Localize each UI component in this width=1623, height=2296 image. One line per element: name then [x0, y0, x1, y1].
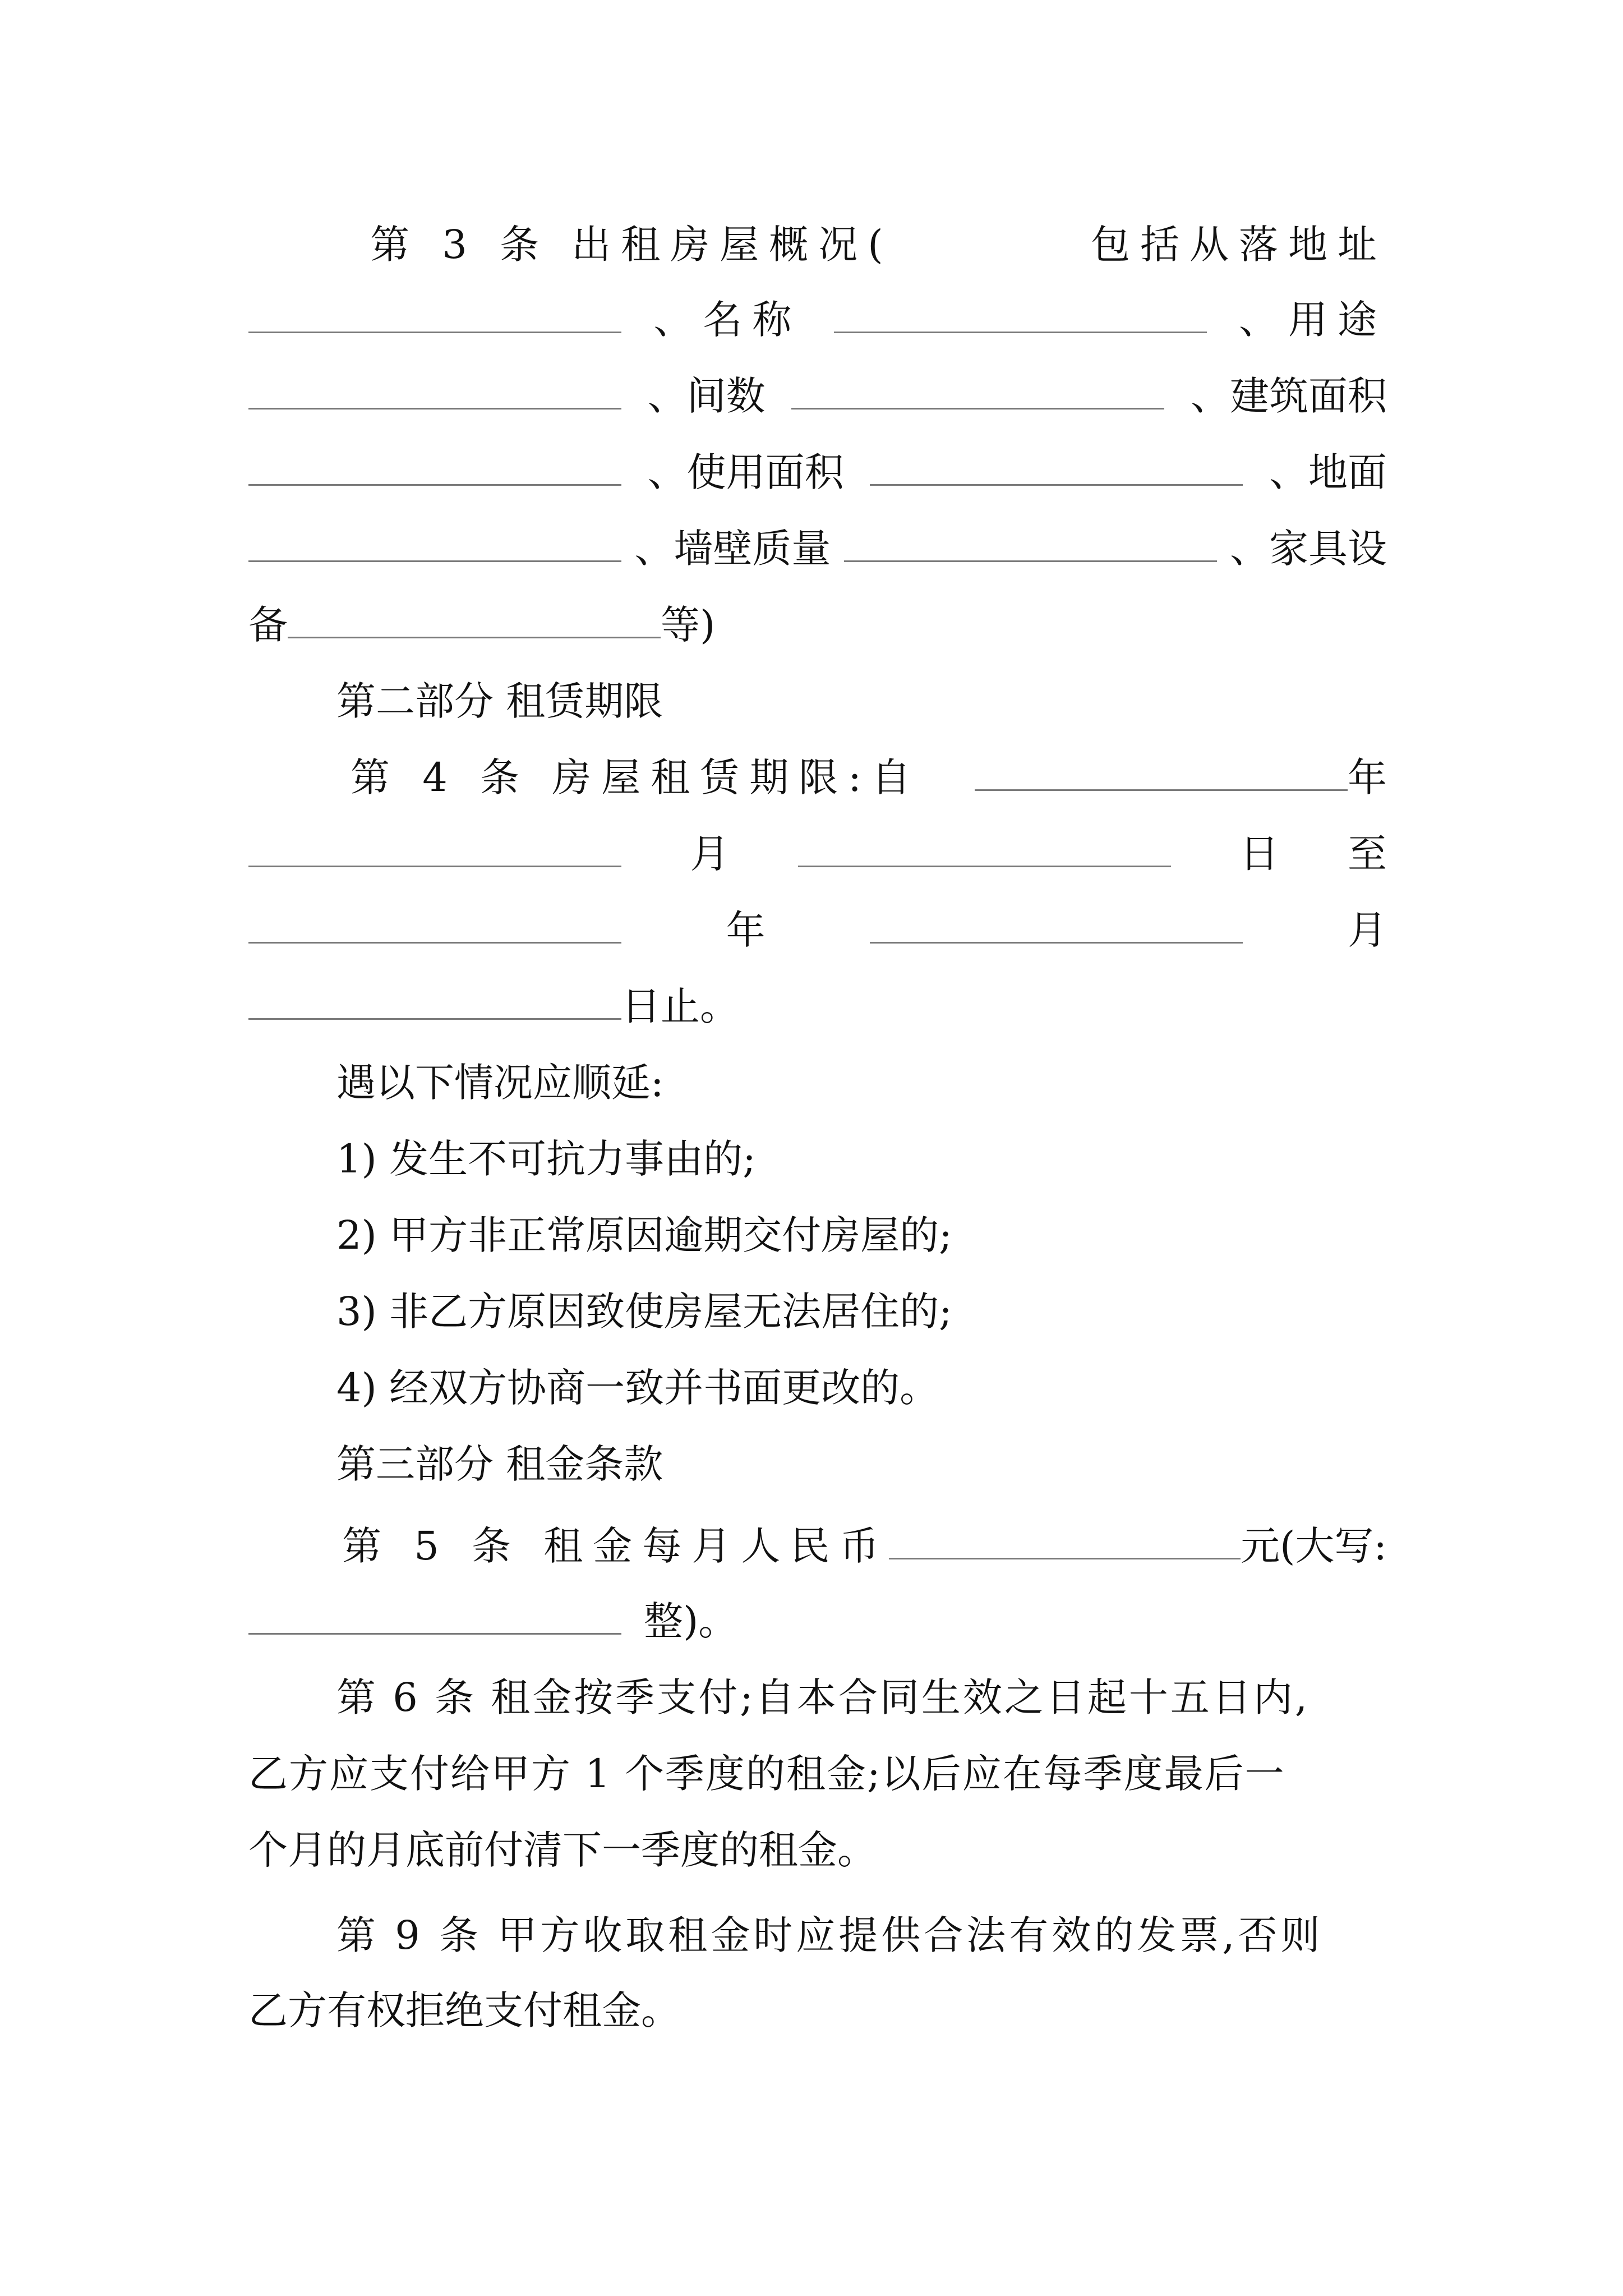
- blank-field: [248, 297, 621, 333]
- blank-field: [798, 831, 1171, 867]
- art4-line-3: [248, 902, 1387, 958]
- art9-line: 第 9 条 甲方收取租金时应提供合法有效的发票,否则: [336, 1912, 1324, 1958]
- art5-line-2: [248, 1593, 1387, 1649]
- blank-field: [248, 831, 621, 867]
- art4-day-1: 日: [1239, 831, 1279, 877]
- art5-capital: 元(大写:: [1241, 1523, 1387, 1569]
- extend-item: 1) 发生不可抗力事由的;: [336, 1136, 756, 1182]
- art3-text-building-area: 、建筑面积: [1190, 373, 1387, 419]
- art3-text-furniture: 、家具设: [1229, 526, 1387, 572]
- art4-line-2: [248, 826, 1387, 882]
- extend-intro: 遇以下情况应顺延:: [336, 1060, 664, 1106]
- art3-text-equipment: 备: [248, 602, 288, 648]
- art4-month-1: 月: [690, 831, 730, 877]
- blank-field: [248, 1598, 621, 1635]
- blank-field: [248, 983, 621, 1020]
- art3-heading: 第 3 条 出租房屋概况(: [370, 222, 893, 268]
- art5-end: 整)。: [644, 1598, 738, 1644]
- art4-year-2: 年: [726, 907, 766, 953]
- art3-line-5: [248, 521, 1387, 577]
- blank-field: [889, 1523, 1241, 1559]
- art3-text-usage: 、用途: [1238, 297, 1387, 343]
- blank-field: [975, 754, 1348, 791]
- art4-month-2: 月: [1347, 907, 1387, 953]
- blank-field: [791, 373, 1164, 409]
- art6-line: 个月的月底前付清下一季度的租金。: [248, 1827, 877, 1873]
- blank-field: [870, 907, 1243, 944]
- blank-field: [248, 907, 621, 944]
- art3-line-1: [370, 217, 1387, 273]
- art5-heading: 第 5 条 租金每月人民币: [342, 1523, 889, 1569]
- art6-line: 乙方应支付给甲方 1 个季度的租金;以后应在每季度最后一: [248, 1751, 1285, 1797]
- art3-line-4: [248, 444, 1387, 500]
- art3-line-2: [248, 292, 1387, 348]
- art4-end: 日止。: [621, 983, 739, 1029]
- art4-line-1: [351, 749, 1387, 806]
- art3-text-address: 包括从落地址: [1091, 222, 1387, 268]
- art3-text-floor: 、地面: [1269, 449, 1387, 495]
- art3-text-etc: 等): [661, 602, 716, 648]
- art4-line-4: [248, 978, 1387, 1034]
- extend-item: 3) 非乙方原因致使房屋无法居住的;: [336, 1289, 952, 1335]
- extend-item: 2) 甲方非正常原因逾期交付房屋的;: [336, 1212, 952, 1258]
- art4-heading: 第 4 条 房屋租赁期限:自: [351, 754, 921, 800]
- blank-field: [834, 297, 1207, 333]
- part3-heading: 第三部分 租金条款: [336, 1441, 663, 1487]
- art3-line-3: [248, 368, 1387, 424]
- art5-line-1: [342, 1518, 1387, 1574]
- blank-field: [248, 526, 621, 562]
- art3-text-wall: 、墙壁质量: [634, 526, 831, 572]
- art3-text-rooms: 、间数: [647, 373, 766, 419]
- blank-field: [844, 526, 1217, 562]
- blank-field: [288, 602, 661, 638]
- art6-line: 第 6 条 租金按季支付;自本合同生效之日起十五日内,: [336, 1674, 1310, 1720]
- art4-year-1: 年: [1348, 754, 1387, 800]
- art9-line: 乙方有权拒绝支付租金。: [248, 1987, 680, 2033]
- blank-field: [870, 449, 1243, 486]
- blank-field: [248, 449, 621, 486]
- extend-item: 4) 经双方协商一致并书面更改的。: [336, 1365, 939, 1411]
- part2-heading: 第二部分 租赁期限: [336, 678, 663, 724]
- art3-text-usable-area: 、使用面积: [647, 449, 844, 495]
- blank-field: [248, 373, 621, 409]
- art4-to: 至: [1348, 831, 1387, 877]
- art3-text-name: 、名称: [653, 297, 802, 343]
- art3-line-6: [248, 597, 1387, 653]
